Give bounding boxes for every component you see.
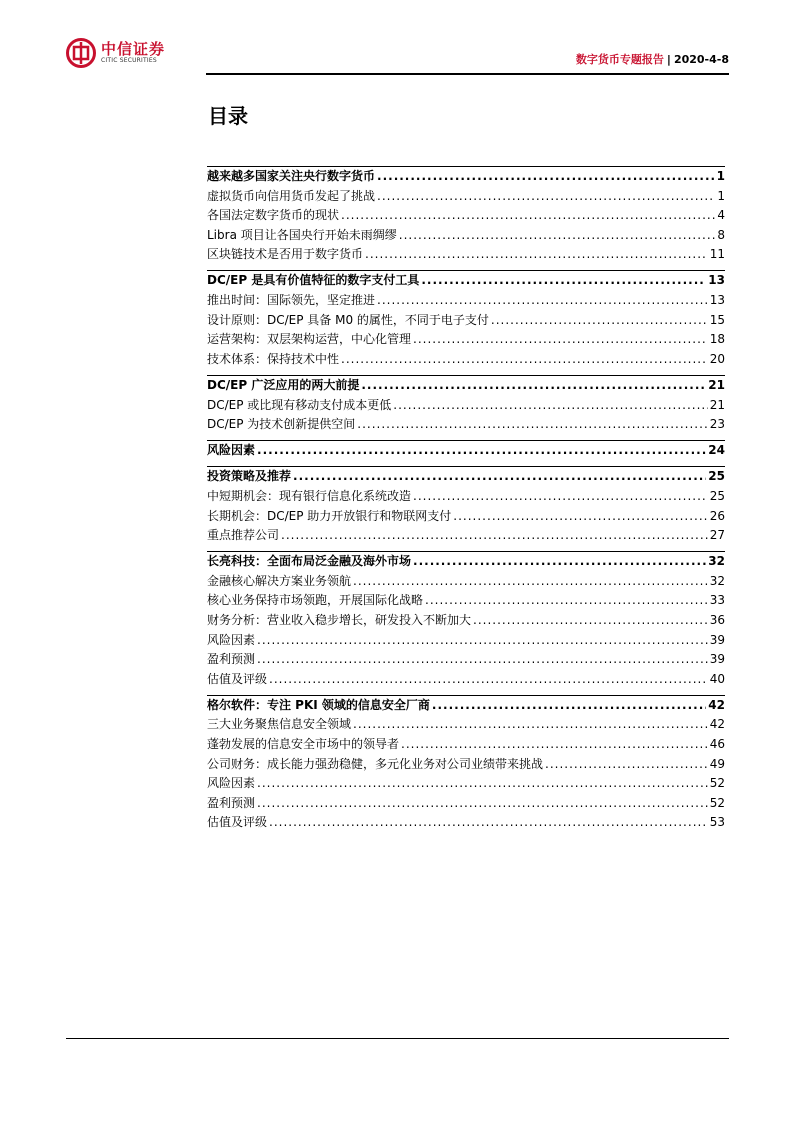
toc-dot-leader	[293, 467, 706, 487]
toc-entry[interactable]	[207, 330, 725, 350]
toc-entry-label: 风险因素	[207, 632, 256, 647]
toc-title: 目录	[208, 104, 248, 128]
toc-page-number: 52	[709, 776, 725, 791]
toc-page-number: 52	[709, 795, 725, 810]
toc-dot-leader	[393, 396, 707, 416]
toc-dot-leader	[257, 774, 708, 794]
toc-section-title: 长亮科技：全面布局泛金融及海外市场	[207, 554, 412, 569]
toc-section-heading[interactable]	[207, 552, 725, 572]
toc-entry-label: 蓬勃发展的信息安全市场中的领导者	[207, 737, 400, 752]
toc-entry-label: DC/EP 为技术创新提供空间	[207, 417, 356, 432]
toc-page-number: 1	[716, 169, 725, 183]
toc-entry[interactable]	[207, 715, 725, 735]
toc-entry-label: 虚拟货币向信用货币发起了挑战	[207, 188, 376, 203]
toc-entry-label: 长期机会：DC/EP 助力开放银行和物联网支付	[207, 508, 452, 523]
toc-entry-label: 盈利预测	[207, 795, 256, 810]
footer-divider	[66, 1038, 729, 1039]
toc-page-number: 49	[709, 756, 725, 771]
toc-entry-label: 重点推荐公司	[207, 528, 280, 543]
toc-entry[interactable]	[207, 206, 725, 226]
toc-dot-leader	[545, 755, 708, 775]
toc-dot-leader	[491, 311, 708, 331]
toc-section	[207, 695, 725, 833]
header-divider	[206, 73, 729, 75]
toc-entry[interactable]	[207, 311, 725, 331]
toc-page-number: 21	[709, 397, 725, 412]
toc-dot-leader	[341, 350, 708, 370]
toc-section-title: 格尔软件：专注 PKI 领域的信息安全厂商	[207, 697, 430, 712]
toc-page-number: 40	[709, 671, 725, 686]
toc-dot-leader	[377, 291, 708, 311]
toc-page-number: 4	[717, 208, 725, 223]
toc-entry-label: 运营架构：双层架构运营，中心化管理	[207, 332, 412, 347]
toc-section-heading[interactable]	[207, 167, 725, 187]
toc-dot-leader	[353, 715, 708, 735]
toc-entry-label: 核心业务保持市场领跑，开展国际化战略	[207, 593, 424, 608]
toc-entry[interactable]	[207, 226, 725, 246]
toc-entry-label: 区块链技术是否用于数字货币	[207, 247, 364, 262]
toc-page-number: 25	[708, 469, 725, 484]
toc-section	[207, 375, 725, 435]
toc-page-number: 42	[709, 717, 725, 732]
toc-page-number: 1	[717, 188, 725, 203]
toc-entry-label: Libra 项目让各国央行开始未雨绸缪	[207, 227, 397, 242]
toc-section-heading[interactable]	[207, 271, 725, 291]
toc-section-title: 投资策略及推荐	[207, 469, 292, 484]
toc-page-number: 46	[709, 737, 725, 752]
toc-entry-label: 推出时间：国际领先，坚定推进	[207, 293, 376, 308]
toc-page-number: 27	[709, 528, 725, 543]
toc-dot-leader	[413, 330, 708, 350]
toc-section-title: 风险因素	[207, 443, 256, 458]
toc-page-number: 8	[717, 227, 725, 242]
toc-dot-leader	[353, 572, 708, 592]
toc-entry[interactable]	[207, 396, 725, 416]
report-name: 数字货币专题报告	[575, 53, 664, 66]
toc-page-number: 13	[708, 273, 725, 288]
toc-entry[interactable]	[207, 291, 725, 311]
toc-entry[interactable]	[207, 670, 725, 690]
toc-page-number: 25	[709, 488, 725, 503]
toc-page-number: 24	[708, 443, 725, 458]
toc-page-number: 13	[709, 293, 725, 308]
report-date: 2020-4-8	[673, 53, 729, 66]
toc-entry-label: 公司财务：成长能力强劲稳健，多元化业务对公司业绩带来挑战	[207, 756, 544, 771]
toc-dot-leader	[257, 650, 708, 670]
toc-entry[interactable]	[207, 415, 725, 435]
toc-entry[interactable]	[207, 507, 725, 527]
toc-entry[interactable]	[207, 526, 725, 546]
toc-entry[interactable]	[207, 813, 725, 833]
toc-dot-leader	[453, 507, 707, 527]
toc-entry[interactable]	[207, 650, 725, 670]
toc-entry-label: 财务分析：营业收入稳步增长，研发投入不断加大	[207, 612, 472, 627]
toc-entry-label: 估值及评级	[207, 815, 268, 830]
toc-dot-leader	[357, 415, 707, 435]
toc-entry[interactable]	[207, 350, 725, 370]
toc-dot-leader	[399, 226, 716, 246]
toc-section	[207, 466, 725, 545]
toc-entry-label: 中短期机会：现有银行信息化系统改造	[207, 488, 412, 503]
toc-page-number: 21	[708, 377, 725, 392]
toc-dot-leader	[401, 735, 708, 755]
toc-page-number: 33	[709, 593, 725, 608]
toc-page-number: 32	[709, 573, 725, 588]
toc-section-heading[interactable]	[207, 696, 725, 716]
toc-page-number: 32	[708, 554, 725, 569]
table-of-contents	[207, 166, 725, 833]
toc-dot-leader	[269, 670, 708, 690]
toc-dot-leader	[425, 591, 708, 611]
toc-page-number: 11	[709, 247, 725, 262]
toc-page-number: 36	[709, 612, 725, 627]
toc-section	[207, 551, 725, 689]
toc-entry[interactable]	[207, 735, 725, 755]
toc-entry[interactable]	[207, 591, 725, 611]
toc-entry[interactable]	[207, 187, 725, 207]
toc-section	[207, 270, 725, 369]
toc-dot-leader	[413, 487, 708, 507]
toc-entry-label: 风险因素	[207, 776, 256, 791]
toc-section-title: 越来越多国家关注央行数字货币	[207, 169, 376, 183]
toc-section	[207, 166, 725, 265]
toc-dot-leader	[473, 611, 708, 631]
toc-dot-leader	[341, 206, 715, 226]
toc-entry[interactable]	[207, 631, 725, 651]
toc-page-number: 18	[709, 332, 725, 347]
toc-entry-label: 盈利预测	[207, 652, 256, 667]
toc-entry-label: 金融核心解决方案业务领航	[207, 573, 352, 588]
toc-page-number: 15	[709, 312, 725, 327]
toc-dot-leader	[413, 552, 706, 572]
toc-dot-leader	[377, 167, 715, 187]
toc-page-number: 39	[709, 632, 725, 647]
toc-entry[interactable]	[207, 572, 725, 592]
toc-entry[interactable]	[207, 755, 725, 775]
citic-securities-logo	[66, 38, 165, 68]
toc-entry[interactable]	[207, 611, 725, 631]
page-header	[66, 38, 729, 76]
report-title	[576, 53, 729, 67]
logo-english-name: CITIC SECURITIES	[101, 57, 157, 64]
toc-dot-leader	[257, 441, 706, 461]
toc-page-number: 39	[709, 652, 725, 667]
toc-dot-leader	[365, 245, 708, 265]
toc-page-number: 42	[708, 697, 725, 712]
toc-dot-leader	[269, 813, 708, 833]
toc-entry[interactable]	[207, 487, 725, 507]
toc-page-number: 53	[709, 815, 725, 830]
toc-dot-leader	[257, 794, 708, 814]
toc-entry[interactable]	[207, 245, 725, 265]
toc-section-title: DC/EP 广泛应用的两大前提	[207, 377, 360, 392]
toc-entry[interactable]	[207, 794, 725, 814]
toc-entry-label: 三大业务聚焦信息安全领域	[207, 717, 352, 732]
toc-entry-label: DC/EP 或比现有移动支付成本更低	[207, 397, 392, 412]
toc-entry-label: 估值及评级	[207, 671, 268, 686]
toc-entry-label: 各国法定数字货币的现状	[207, 208, 340, 223]
toc-section-heading[interactable]	[207, 467, 725, 487]
toc-dot-leader	[361, 376, 706, 396]
toc-dot-leader	[257, 631, 708, 651]
toc-page-number: 26	[709, 508, 725, 523]
toc-dot-leader	[432, 696, 706, 716]
toc-entry-label: 技术体系：保持技术中性	[207, 351, 340, 366]
report-title-separator: |	[666, 53, 671, 66]
toc-page-number: 23	[709, 417, 725, 432]
toc-dot-leader	[281, 526, 708, 546]
toc-section-heading[interactable]	[207, 376, 725, 396]
toc-section-heading[interactable]	[207, 441, 725, 461]
logo-chinese-name: 中信证券	[101, 40, 166, 58]
toc-page-number: 20	[709, 351, 725, 366]
toc-dot-leader	[421, 271, 706, 291]
toc-section	[207, 440, 725, 461]
toc-entry-label: 设计原则：DC/EP 具备 M0 的属性，不同于电子支付	[207, 312, 489, 327]
toc-dot-leader	[377, 187, 715, 207]
toc-section-title: DC/EP 是具有价值特征的数字支付工具	[207, 273, 420, 288]
citic-logo-icon	[66, 38, 96, 68]
toc-entry[interactable]	[207, 774, 725, 794]
